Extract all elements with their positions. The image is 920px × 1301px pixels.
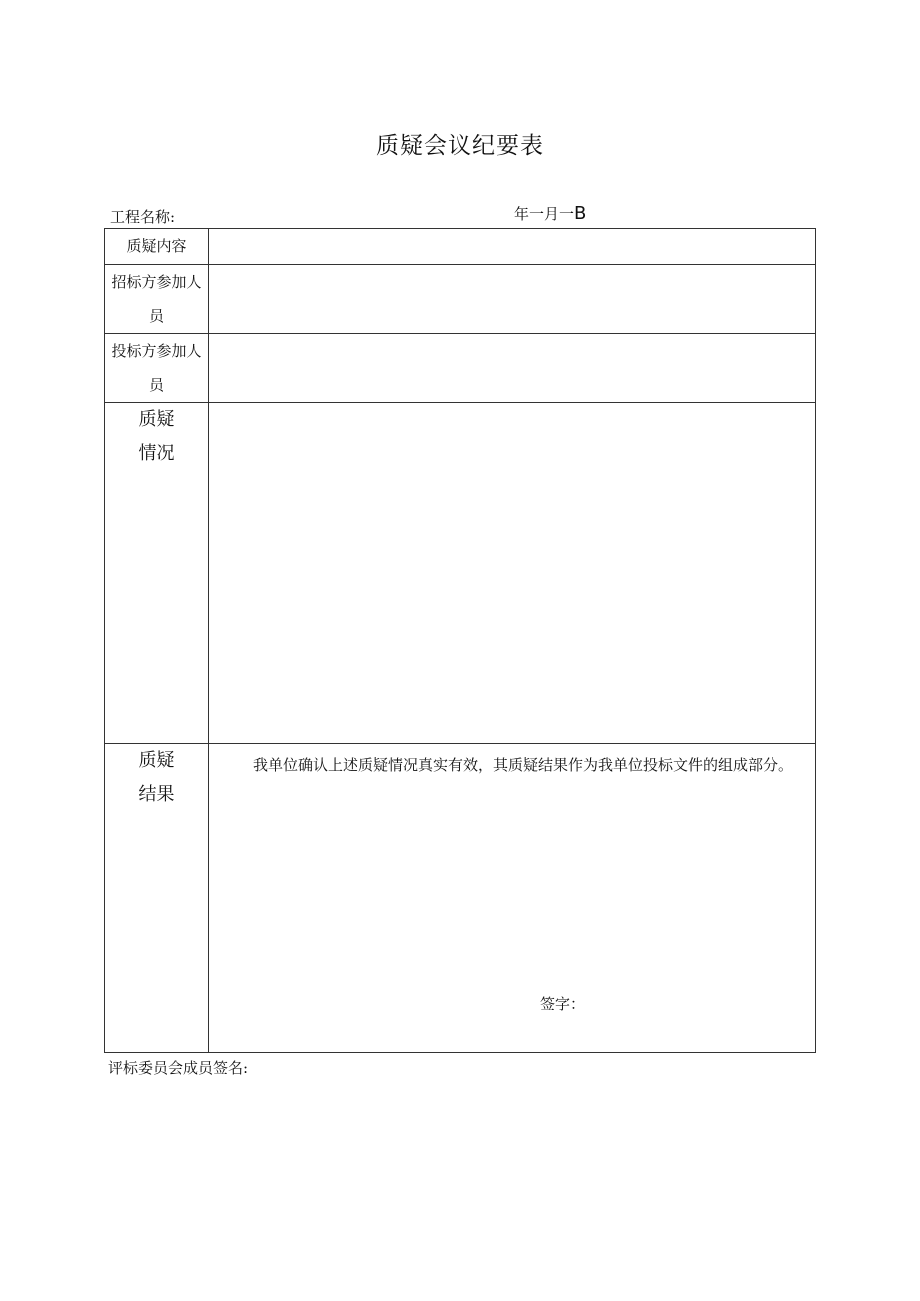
bidder-attendees-field[interactable] bbox=[209, 334, 816, 403]
row-bidder-attendees bbox=[105, 334, 816, 403]
committee-sign-label: 评标委员会成员签名: bbox=[108, 1059, 249, 1077]
question-result-label bbox=[105, 744, 209, 1053]
bidder-attendees-label-line2: 员 bbox=[148, 376, 164, 394]
sign-label: 签字： bbox=[540, 995, 586, 1013]
tenderer-attendees-field[interactable] bbox=[209, 265, 816, 334]
minutes-form-table bbox=[104, 228, 816, 1053]
result-statement: 我单位确认上述质疑情况真实有效，其质疑结果作为我单位投标文件的组成部分。 bbox=[253, 756, 794, 774]
page-title: 质疑会议纪要表 bbox=[376, 133, 544, 159]
tenderer-attendees-label-line1: 招标方参加人 bbox=[111, 273, 202, 291]
row-question-result bbox=[105, 744, 816, 1053]
bidder-attendees-label bbox=[105, 334, 209, 403]
tenderer-attendees-label bbox=[105, 265, 209, 334]
date-field bbox=[514, 203, 586, 224]
question-content-field[interactable] bbox=[209, 229, 816, 265]
question-situation-label-line1: 质疑 bbox=[138, 409, 175, 430]
question-situation-label bbox=[105, 403, 209, 744]
question-situation-field[interactable] bbox=[209, 403, 816, 744]
tenderer-attendees-label-line2: 员 bbox=[148, 307, 164, 325]
date-label: 年一月一 bbox=[514, 205, 575, 223]
question-content-label: 质疑内容 bbox=[105, 229, 209, 265]
row-question-content bbox=[105, 229, 816, 265]
question-situation-label-line2: 情况 bbox=[138, 443, 175, 464]
date-suffix: B bbox=[574, 203, 587, 224]
row-question-situation bbox=[105, 403, 816, 744]
question-result-field[interactable] bbox=[209, 744, 816, 1053]
row-tenderer-attendees bbox=[105, 265, 816, 334]
question-result-label-line2: 结果 bbox=[138, 784, 175, 805]
question-result-label-line1: 质疑 bbox=[138, 750, 175, 771]
project-name-label: 工程名称: bbox=[110, 208, 176, 226]
bidder-attendees-label-line1: 投标方参加人 bbox=[111, 342, 202, 360]
